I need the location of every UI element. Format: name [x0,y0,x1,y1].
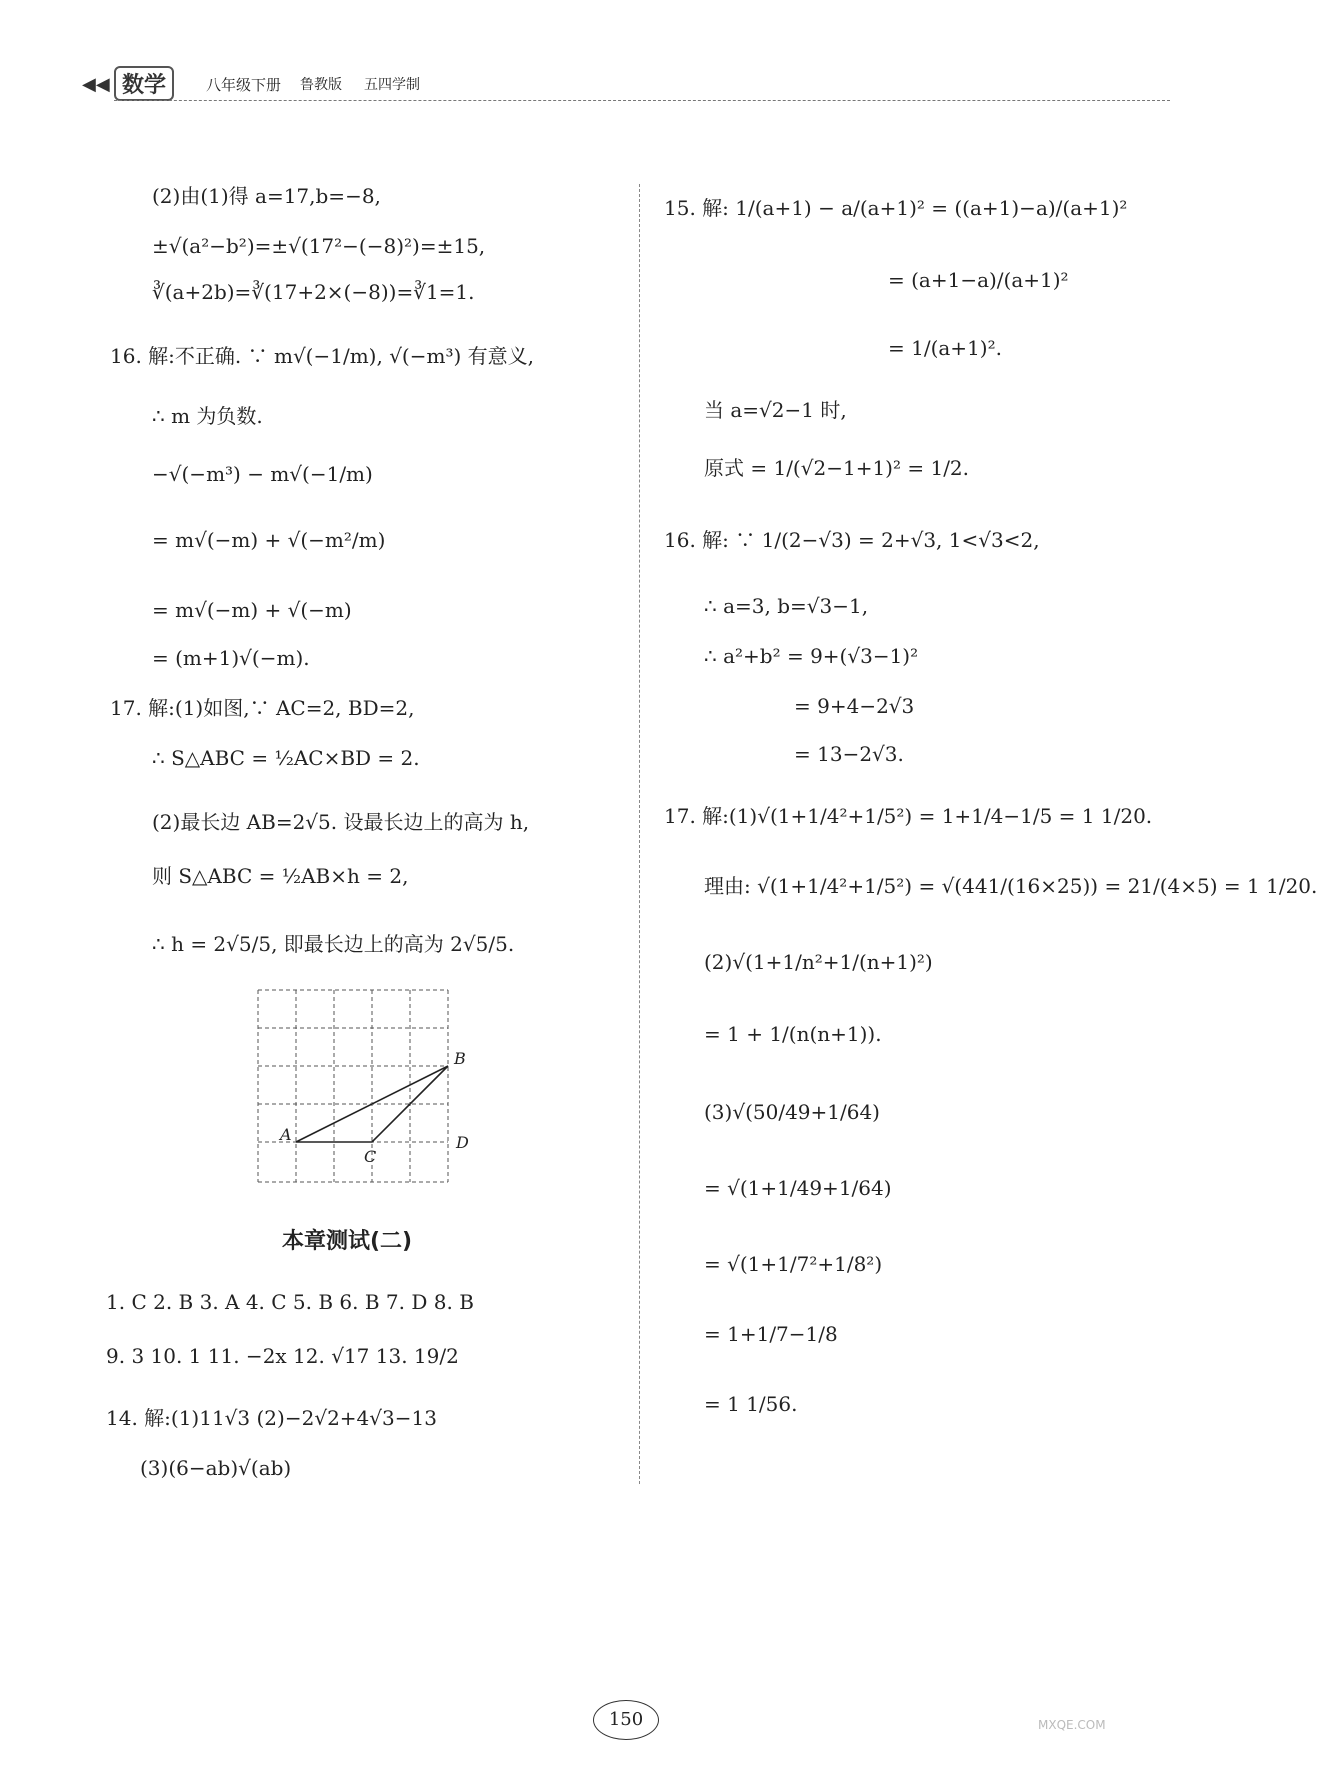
right-line: ∴ a²+b² = 9+(√3−1)² [704,644,919,668]
page-header [74,62,1170,106]
label-b: B [454,1049,466,1068]
left-line: 16. 解:不正确. ∵ m√(−1/m), √(−m³) 有意义, [110,344,534,368]
right-line: = 1 1/56. [704,1392,798,1416]
right-line: 原式 = 1/(√2−1+1)² = 1/2. [704,456,970,480]
left-line: 17. 解:(1)如图,∵ AC=2, BD=2, [110,696,415,720]
left-line: = m√(−m) + √(−m²/m) [152,528,386,552]
right-line: 理由: √(1+1/4²+1/5²) = √(441/(16×25)) = 21/(4×5) = 1 1/20. [704,874,1317,898]
answer-row: 14. 解:(1)11√3 (2)−2√2+4√3−13 [106,1406,437,1430]
edition-label: 鲁教版 [300,77,342,93]
left-line: ∴ m 为负数. [152,404,263,428]
right-line: 16. 解: ∵ 1/(2−√3) = 2+√3, 1<√3<2, [664,528,1040,552]
label-c: C [364,1147,377,1166]
left-line: −√(−m³) − m√(−1/m) [152,462,373,486]
left-line: ∛(a+2b)=∛(17+2×(−8))=∛1=1. [152,280,475,304]
right-line: = (a+1−a)/(a+1)² [888,268,1069,292]
left-line: (2)由(1)得 a=17,b=−8, [152,184,381,208]
right-line: = 1+1/7−1/8 [704,1322,838,1346]
left-line: 则 S△ABC = ½AB×h = 2, [152,864,409,888]
left-line: (2)最长边 AB=2√5. 设最长边上的高为 h, [152,810,530,834]
section-title: 本章测试(二) [282,1229,413,1254]
right-line: 17. 解:(1)√(1+1/4²+1/5²) = 1+1/4−1/5 = 1 1/20. [664,804,1153,828]
left-line: = m√(−m) + √(−m) [152,598,352,622]
subject-logo: 数学 [114,66,174,101]
right-line: (2)√(1+1/n²+1/(n+1)²) [704,950,933,974]
right-line: 15. 解: 1/(a+1) − a/(a+1)² = ((a+1)−a)/(a+1)² [664,196,1128,220]
label-a: A [280,1125,292,1144]
grid-figure [250,986,490,1192]
answer-row: (3)(6−ab)√(ab) [140,1456,292,1480]
answer-row: 1. C 2. B 3. A 4. C 5. B 6. B 7. D 8. B [106,1290,474,1314]
right-line: = √(1+1/49+1/64) [704,1176,892,1200]
left-line: = (m+1)√(−m). [152,646,310,670]
left-line: ∴ h = 2√5/5, 即最长边上的高为 2√5/5. [152,932,515,956]
page-number: 150 [593,1700,659,1740]
grade-label: 八年级下册 [206,76,282,94]
right-line: = 1/(a+1)². [888,336,1002,360]
header-rule [114,100,1170,101]
left-line: ±√(a²−b²)=±√(17²−(−8)²)=±15, [152,234,486,258]
right-line: = 1 + 1/(n(n+1)). [704,1022,882,1046]
system-label: 五四学制 [364,77,420,93]
right-line: = 13−2√3. [794,742,904,766]
grid-lines [258,990,448,1182]
right-line: = 9+4−2√3 [794,694,915,718]
watermark: MXQE.COM [1038,1718,1106,1732]
arrow-icon: ◀◀ [82,74,110,95]
right-line: = √(1+1/7²+1/8²) [704,1252,883,1276]
column-divider [639,184,640,1484]
left-line: ∴ S△ABC = ½AC×BD = 2. [152,746,420,770]
answer-row: 9. 3 10. 1 11. −2x 12. √17 13. 19/2 [106,1344,459,1368]
right-line: ∴ a=3, b=√3−1, [704,594,869,618]
label-d: D [456,1133,469,1152]
right-line: 当 a=√2−1 时, [704,398,847,422]
right-line: (3)√(50/49+1/64) [704,1100,880,1124]
